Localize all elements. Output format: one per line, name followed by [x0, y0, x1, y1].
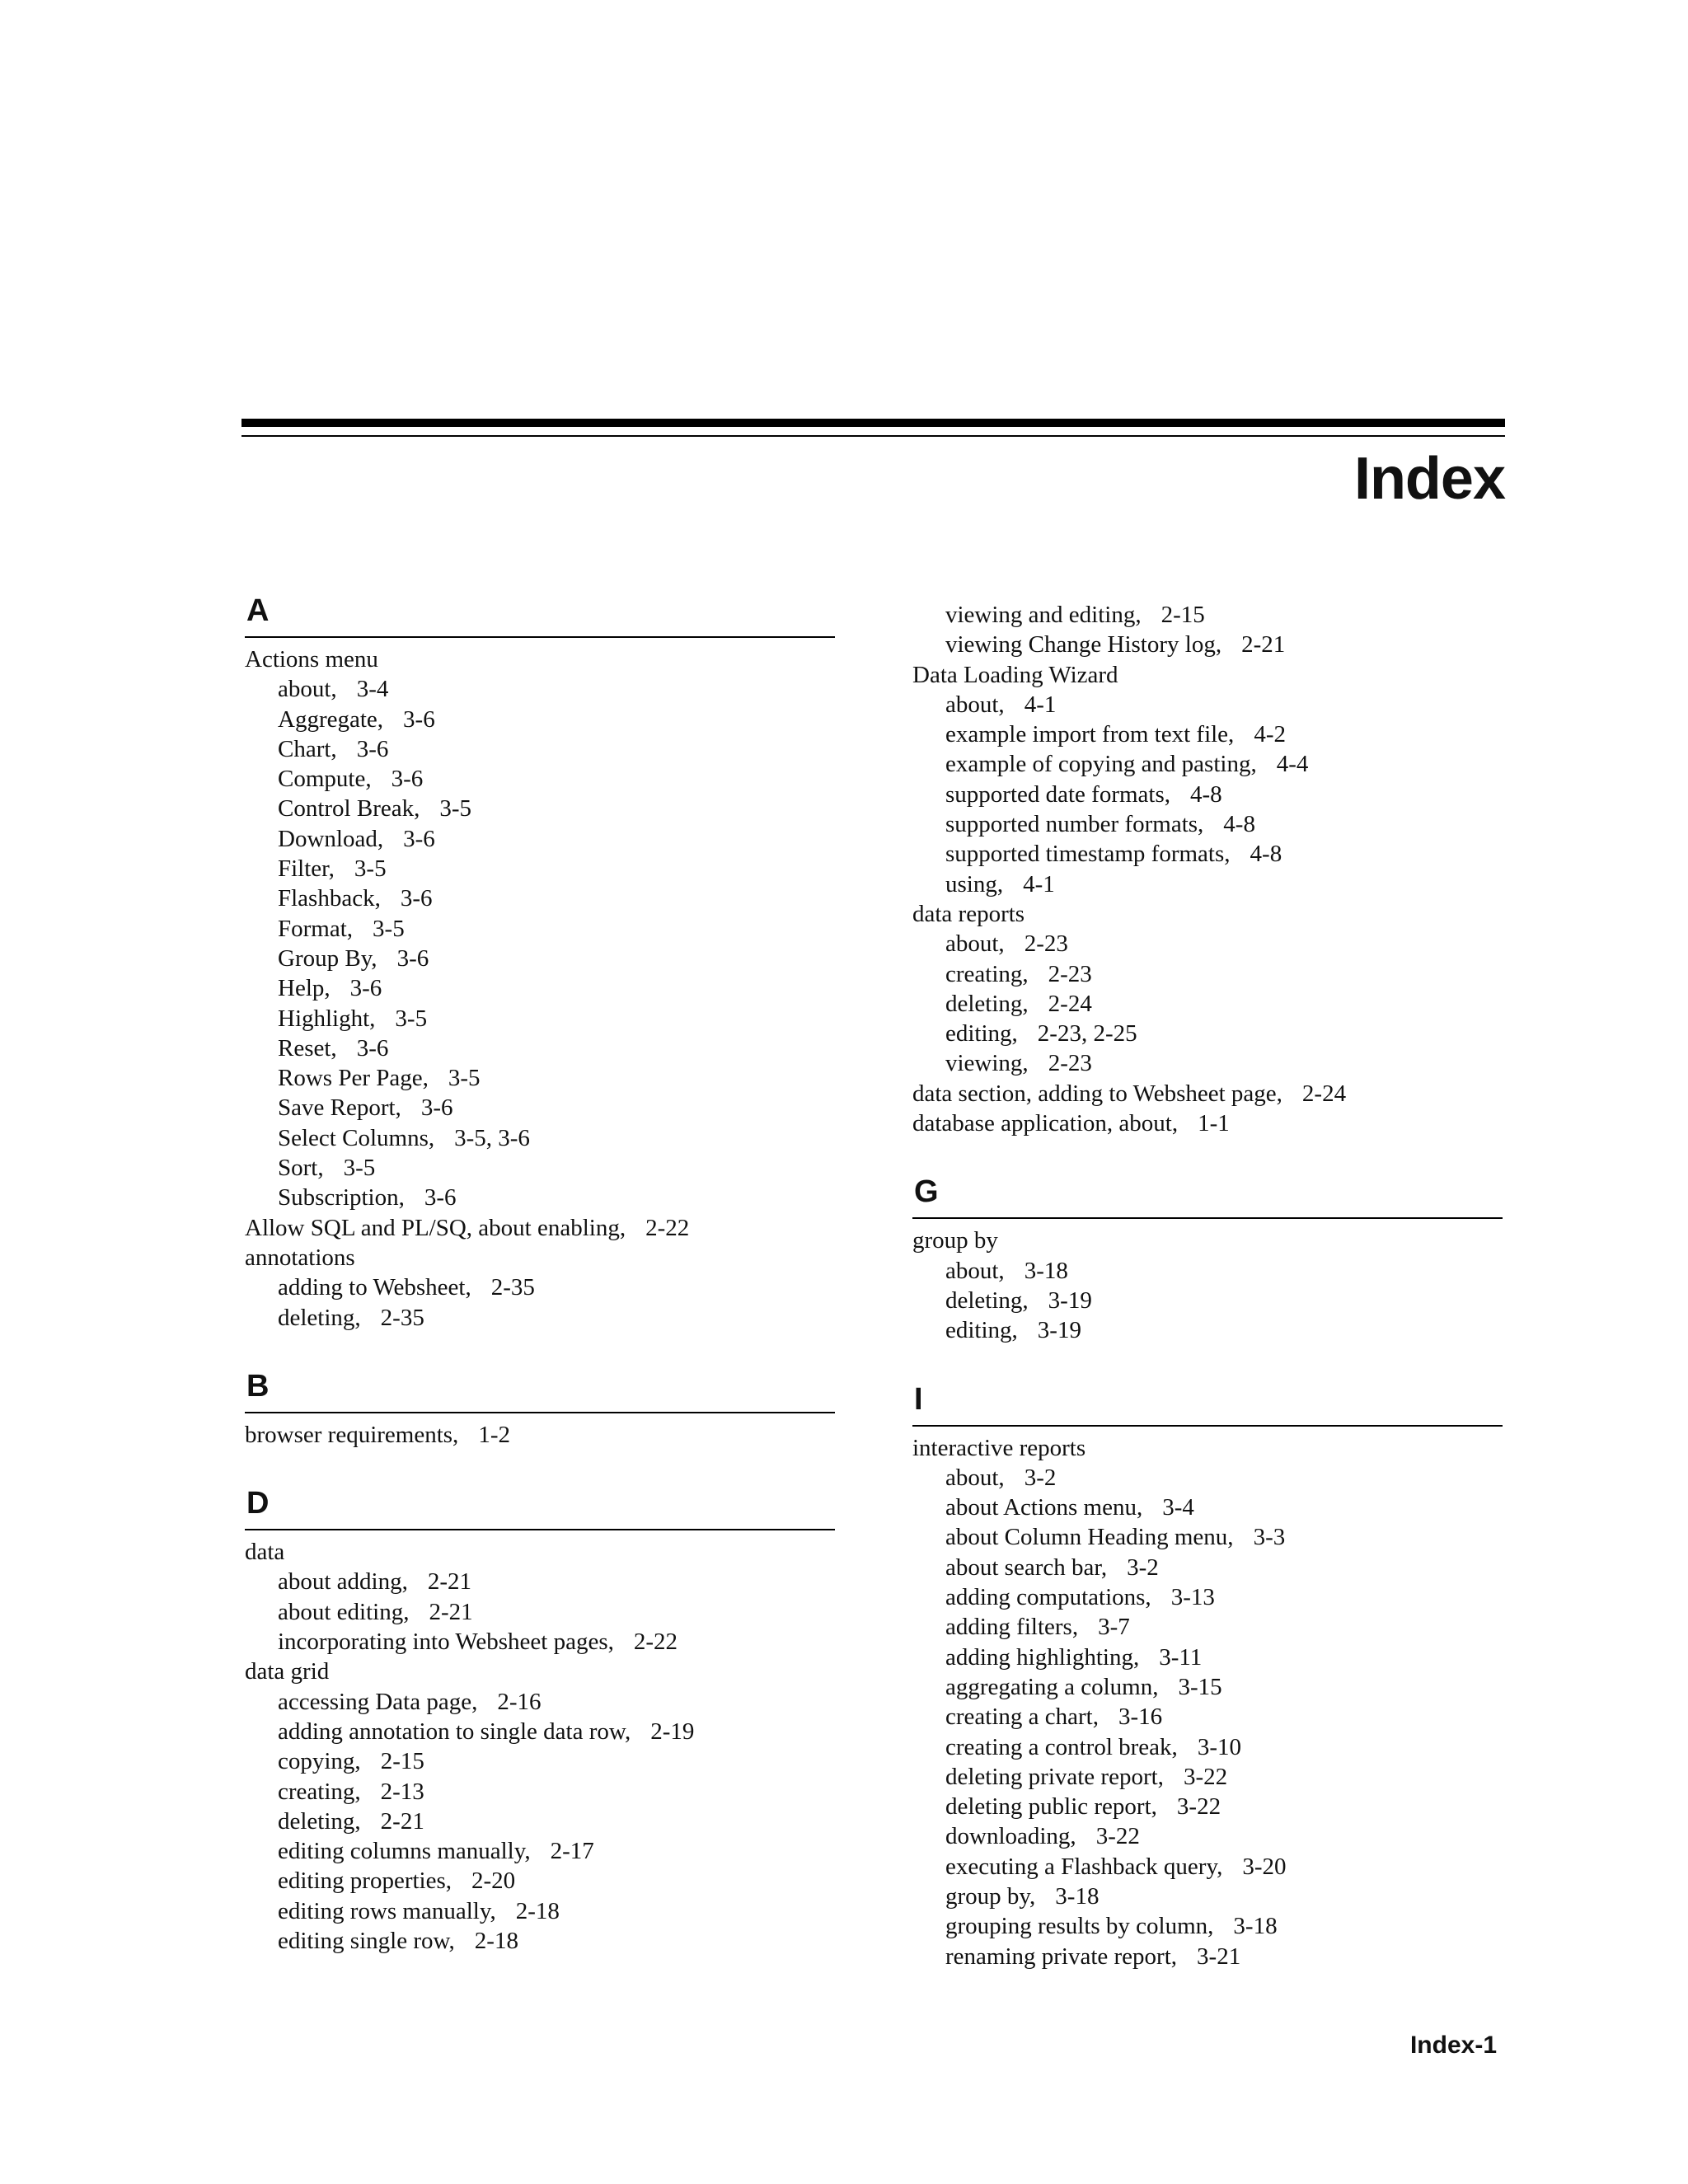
- index-subentry: [245, 1303, 835, 1333]
- index-term: executing a Flashback query,: [945, 1853, 1223, 1880]
- index-subentry: [912, 1286, 1503, 1315]
- index-term: group by: [912, 1227, 998, 1254]
- index-entry: [245, 644, 835, 674]
- index-subentry: [912, 1911, 1503, 1941]
- page-reference: 3-11: [1159, 1643, 1203, 1671]
- page-reference: 4-1: [1024, 691, 1057, 718]
- index-term: adding annotation to single data row,: [278, 1718, 631, 1745]
- index-subentry: [245, 1836, 835, 1866]
- page-reference: 3-22: [1176, 1793, 1221, 1821]
- index-term: data: [245, 1539, 285, 1566]
- index-subentry: [245, 1597, 835, 1627]
- index-term: database application, about,: [912, 1110, 1179, 1137]
- index-section: [245, 1486, 835, 1956]
- index-subentry: [245, 1687, 835, 1717]
- index-term: Compute,: [278, 766, 372, 793]
- index-entry: [912, 660, 1503, 690]
- page-reference: 1-1: [1198, 1110, 1230, 1137]
- index-term: using,: [945, 870, 1004, 898]
- index-term: Allow SQL and PL/SQ, about enabling,: [245, 1214, 626, 1241]
- page-reference: 3-5: [439, 795, 472, 823]
- index-subentry: [245, 1004, 835, 1033]
- page-reference: 3-5: [395, 1005, 428, 1032]
- index-subentry: [245, 734, 835, 764]
- index-section: [912, 600, 1503, 1138]
- index-subentry: [912, 780, 1503, 809]
- page-reference: 4-4: [1276, 751, 1309, 778]
- index-subentry: [245, 1627, 835, 1657]
- page-number: Index-1: [1409, 2032, 1497, 2059]
- index-term: viewing Change History log,: [945, 631, 1222, 658]
- index-subentry: [245, 1866, 835, 1896]
- index-subentry: [912, 1522, 1503, 1552]
- page-reference: 2-35: [380, 1304, 424, 1331]
- page-reference: 2-13: [380, 1778, 424, 1805]
- index-subentry: [245, 1093, 835, 1122]
- page-reference: 3-2: [1127, 1554, 1159, 1581]
- index-term: about Column Heading menu,: [945, 1524, 1234, 1551]
- index-subentry: [912, 749, 1503, 779]
- index-term: Rows Per Page,: [278, 1065, 429, 1092]
- page-reference: 3-5: [448, 1065, 481, 1092]
- index-subentry: [912, 1732, 1503, 1762]
- index-subentry: [245, 1807, 835, 1836]
- index-term: deleting public report,: [945, 1793, 1157, 1821]
- index-term: Control Break,: [278, 795, 420, 823]
- page-reference: 2-15: [380, 1748, 424, 1775]
- index-term: Save Report,: [278, 1094, 401, 1122]
- index-term: editing rows manually,: [278, 1897, 496, 1924]
- index-subentry: [912, 600, 1503, 630]
- index-term: Download,: [278, 825, 384, 852]
- page-reference: 3-5, 3-6: [454, 1124, 530, 1151]
- index-subentry: [912, 1821, 1503, 1851]
- page-reference: 4-8: [1223, 811, 1255, 838]
- index-term: creating,: [945, 960, 1029, 987]
- index-subentry: [912, 719, 1503, 749]
- section-letter: I: [914, 1381, 923, 1417]
- page-reference: 3-18: [1233, 1913, 1278, 1940]
- page-reference: 2-20: [471, 1868, 516, 1895]
- page-reference: 4-8: [1250, 841, 1282, 868]
- page-reference: 3-6: [403, 705, 435, 733]
- index-term: editing single row,: [278, 1927, 455, 1954]
- index-entry: [912, 1433, 1503, 1463]
- page-reference: 4-8: [1190, 780, 1222, 808]
- page-reference: 2-22: [633, 1629, 678, 1656]
- index-term: about,: [945, 1464, 1005, 1491]
- index-subentry: [912, 1553, 1503, 1582]
- section-letter: B: [246, 1368, 270, 1404]
- index-subentry: [912, 1582, 1503, 1612]
- index-term: Format,: [278, 915, 354, 942]
- index-term: adding to Websheet,: [278, 1274, 471, 1301]
- index-subentry: [912, 1315, 1503, 1345]
- index-term: adding filters,: [945, 1614, 1079, 1641]
- page-title: Index: [1353, 446, 1505, 512]
- index-term: about adding,: [278, 1568, 408, 1596]
- page-reference: 3-6: [424, 1184, 457, 1212]
- index-subentry: [245, 1033, 835, 1063]
- page-reference: 2-15: [1160, 602, 1205, 628]
- index-entry: [912, 899, 1503, 929]
- page-reference: 2-23: [1048, 960, 1092, 987]
- page-reference: 3-15: [1178, 1673, 1222, 1700]
- index-subentry: [245, 1746, 835, 1776]
- page-reference: 2-19: [650, 1718, 695, 1745]
- page-reference: 3-22: [1095, 1823, 1140, 1850]
- index-entry: [245, 1243, 835, 1272]
- index-term: renaming private report,: [945, 1943, 1178, 1970]
- index-term: grouping results by column,: [945, 1913, 1214, 1940]
- index-subentry: [912, 1463, 1503, 1493]
- index-subentry: [912, 1762, 1503, 1792]
- section-rule: [912, 1425, 1503, 1427]
- page-reference: 4-2: [1254, 721, 1286, 748]
- index-term: data section, adding to Websheet page,: [912, 1080, 1282, 1107]
- index-term: example import from text file,: [945, 721, 1235, 748]
- index-term: creating a control break,: [945, 1733, 1178, 1760]
- page-reference: 3-7: [1098, 1614, 1130, 1641]
- index-term: Help,: [278, 975, 331, 1002]
- index-subentry: [245, 1063, 835, 1093]
- page-reference: 2-21: [427, 1568, 472, 1596]
- index-subentry: [912, 1256, 1503, 1286]
- index-term: interactive reports: [912, 1434, 1086, 1461]
- page-reference: 2-21: [1241, 631, 1286, 658]
- index-subentry: [245, 705, 835, 734]
- header-rule-thick: [241, 419, 1505, 427]
- page-reference: 2-23: [1048, 1050, 1092, 1077]
- page-reference: 3-19: [1037, 1317, 1081, 1344]
- index-entry: [912, 1079, 1503, 1108]
- index-term: Chart,: [278, 735, 337, 762]
- index-section: [912, 1174, 1503, 1345]
- index-subentry: [912, 1852, 1503, 1882]
- index-subentry: [912, 1019, 1503, 1048]
- index-term: Actions menu: [245, 646, 378, 673]
- index-term: Data Loading Wizard: [912, 661, 1118, 688]
- index-subentry: [912, 809, 1503, 839]
- page-reference: 2-23: [1024, 930, 1068, 958]
- index-term: Subscription,: [278, 1184, 405, 1212]
- page-reference: 3-5: [354, 855, 387, 883]
- index-term: browser requirements,: [245, 1421, 459, 1448]
- index-term: Aggregate,: [278, 705, 384, 733]
- page-reference: 2-18: [515, 1897, 560, 1924]
- index-entry: [912, 1226, 1503, 1255]
- index-term: about,: [945, 1257, 1005, 1284]
- page-reference: 2-35: [490, 1274, 535, 1301]
- index-term: Highlight,: [278, 1005, 376, 1032]
- index-subentry: [912, 929, 1503, 958]
- index-term: creating,: [278, 1778, 361, 1805]
- index-subentry: [912, 839, 1503, 869]
- section-letter: D: [246, 1486, 270, 1521]
- index-subentry: [912, 989, 1503, 1019]
- index-subentry: [245, 764, 835, 794]
- page-reference: 2-22: [645, 1214, 690, 1241]
- index-subentry: [912, 1942, 1503, 1971]
- page-reference: 3-21: [1197, 1943, 1241, 1970]
- index-term: copying,: [278, 1748, 361, 1775]
- index-term: adding highlighting,: [945, 1643, 1140, 1671]
- index-subentry: [245, 1777, 835, 1807]
- index-term: Sort,: [278, 1155, 324, 1182]
- index-subentry: [245, 883, 835, 913]
- index-term: about,: [945, 930, 1005, 958]
- index-subentry: [912, 1048, 1503, 1078]
- index-term: deleting,: [945, 990, 1029, 1017]
- page-reference: 3-13: [1170, 1584, 1215, 1611]
- index-term: example of copying and pasting,: [945, 751, 1257, 778]
- index-term: editing columns manually,: [278, 1838, 531, 1865]
- page-reference: 3-3: [1253, 1524, 1286, 1551]
- index-term: editing properties,: [278, 1868, 452, 1895]
- index-term: accessing Data page,: [278, 1688, 478, 1715]
- page-reference: 3-18: [1024, 1257, 1068, 1284]
- page-reference: 3-6: [420, 1094, 453, 1122]
- index-term: about editing,: [278, 1598, 410, 1625]
- index-term: data reports: [912, 900, 1025, 927]
- index-column-right: [912, 600, 1503, 2008]
- index-term: incorporating into Websheet pages,: [278, 1629, 614, 1656]
- page-reference: 3-22: [1183, 1763, 1228, 1790]
- index-term: deleting,: [278, 1807, 361, 1835]
- index-subentry: [245, 1717, 835, 1746]
- page-header: [241, 419, 1505, 514]
- page-reference: 2-24: [1301, 1080, 1347, 1107]
- index-term: Group By,: [278, 944, 377, 972]
- index-subentry: [912, 1792, 1503, 1821]
- index-subentry: [912, 1882, 1503, 1911]
- index-term: Flashback,: [278, 885, 381, 912]
- section-rule: [245, 1412, 835, 1413]
- page-reference: 3-6: [356, 735, 389, 762]
- index-term: supported timestamp formats,: [945, 841, 1231, 868]
- index-term: downloading,: [945, 1823, 1076, 1850]
- index-term: editing,: [945, 1317, 1018, 1344]
- section-letter: A: [246, 593, 270, 628]
- index-subentry: [912, 690, 1503, 719]
- index-subentry: [245, 914, 835, 944]
- page-reference: 3-6: [391, 766, 424, 793]
- page-reference: 3-5: [373, 915, 405, 942]
- index-term: supported date formats,: [945, 780, 1171, 808]
- page-reference: 3-4: [1162, 1494, 1194, 1521]
- index-subentry: [912, 1612, 1503, 1642]
- index-subentry: [912, 1672, 1503, 1702]
- page-reference: 4-1: [1023, 870, 1055, 898]
- page-reference: 3-6: [356, 1034, 389, 1062]
- index-term: Select Columns,: [278, 1124, 435, 1151]
- page-reference: 3-5: [343, 1155, 376, 1182]
- index-subentry: [245, 1567, 835, 1596]
- index-subentry: [245, 674, 835, 704]
- page-reference: 3-10: [1197, 1733, 1241, 1760]
- index-term: deleting,: [278, 1304, 361, 1331]
- index-subentry: [245, 1123, 835, 1153]
- index-subentry: [245, 794, 835, 823]
- index-term: data grid: [245, 1658, 330, 1685]
- index-term: deleting private report,: [945, 1763, 1164, 1790]
- page-reference: 2-23, 2-25: [1037, 1020, 1137, 1047]
- index-subentry: [912, 1643, 1503, 1672]
- index-term: deleting,: [945, 1286, 1029, 1314]
- index-term: viewing and editing,: [945, 602, 1142, 628]
- index-subentry: [245, 973, 835, 1003]
- page-reference: 3-19: [1048, 1286, 1092, 1314]
- index-subentry: [245, 854, 835, 883]
- header-rule-thin: [241, 435, 1505, 437]
- page-reference: 3-2: [1024, 1464, 1057, 1491]
- index-term: group by,: [945, 1882, 1036, 1910]
- index-subentry: [912, 959, 1503, 989]
- index-term: annotations: [245, 1244, 355, 1271]
- page-reference: 1-2: [478, 1421, 510, 1448]
- index-term: adding computations,: [945, 1584, 1151, 1611]
- page-reference: 2-18: [474, 1927, 518, 1954]
- index-subentry: [245, 1896, 835, 1926]
- index-term: creating a chart,: [945, 1704, 1099, 1731]
- index-entry: [245, 1420, 835, 1450]
- page-reference: 3-6: [349, 975, 382, 1002]
- page-reference: 3-6: [396, 944, 429, 972]
- index-subentry: [912, 869, 1503, 899]
- section-rule: [912, 1217, 1503, 1219]
- index-term: Filter,: [278, 855, 335, 883]
- index-subentry: [245, 1926, 835, 1956]
- page-reference: 3-18: [1055, 1882, 1100, 1910]
- index-term: about,: [945, 691, 1005, 718]
- index-entry: [912, 1108, 1503, 1138]
- index-term: supported number formats,: [945, 811, 1204, 838]
- index-subentry: [245, 1183, 835, 1212]
- index-term: editing,: [945, 1020, 1018, 1047]
- page-reference: 2-16: [497, 1688, 542, 1715]
- index-section: [912, 1382, 1503, 1971]
- page-reference: 3-16: [1118, 1704, 1163, 1731]
- index-term: about Actions menu,: [945, 1494, 1143, 1521]
- page-reference: 2-24: [1048, 990, 1092, 1017]
- index-entry: [245, 1537, 835, 1567]
- index-entry: [245, 1657, 835, 1686]
- page-reference: 2-17: [550, 1838, 594, 1865]
- page-reference: 2-21: [429, 1598, 473, 1625]
- index-term: about search bar,: [945, 1554, 1108, 1581]
- index-subentry: [912, 1493, 1503, 1522]
- index-column-left: [245, 593, 835, 1992]
- index-section: [245, 1369, 835, 1450]
- page-reference: 3-4: [356, 676, 389, 703]
- index-subentry: [245, 1153, 835, 1183]
- page-reference: 3-6: [400, 885, 433, 912]
- index-section: [245, 593, 835, 1333]
- index-term: Reset,: [278, 1034, 337, 1062]
- index-subentry: [912, 1702, 1503, 1732]
- index-entry: [245, 1213, 835, 1243]
- index-term: viewing,: [945, 1050, 1029, 1077]
- index-subentry: [245, 944, 835, 973]
- page-reference: 2-21: [380, 1807, 424, 1835]
- page-reference: 3-6: [403, 825, 435, 852]
- index-subentry: [245, 1272, 835, 1302]
- index-term: about,: [278, 676, 337, 703]
- index-term: aggregating a column,: [945, 1673, 1159, 1700]
- section-letter: G: [914, 1174, 939, 1210]
- index-subentry: [912, 630, 1503, 659]
- page-reference: 3-20: [1242, 1853, 1287, 1880]
- section-rule: [245, 1529, 835, 1530]
- index-subentry: [245, 824, 835, 854]
- section-rule: [245, 636, 835, 638]
